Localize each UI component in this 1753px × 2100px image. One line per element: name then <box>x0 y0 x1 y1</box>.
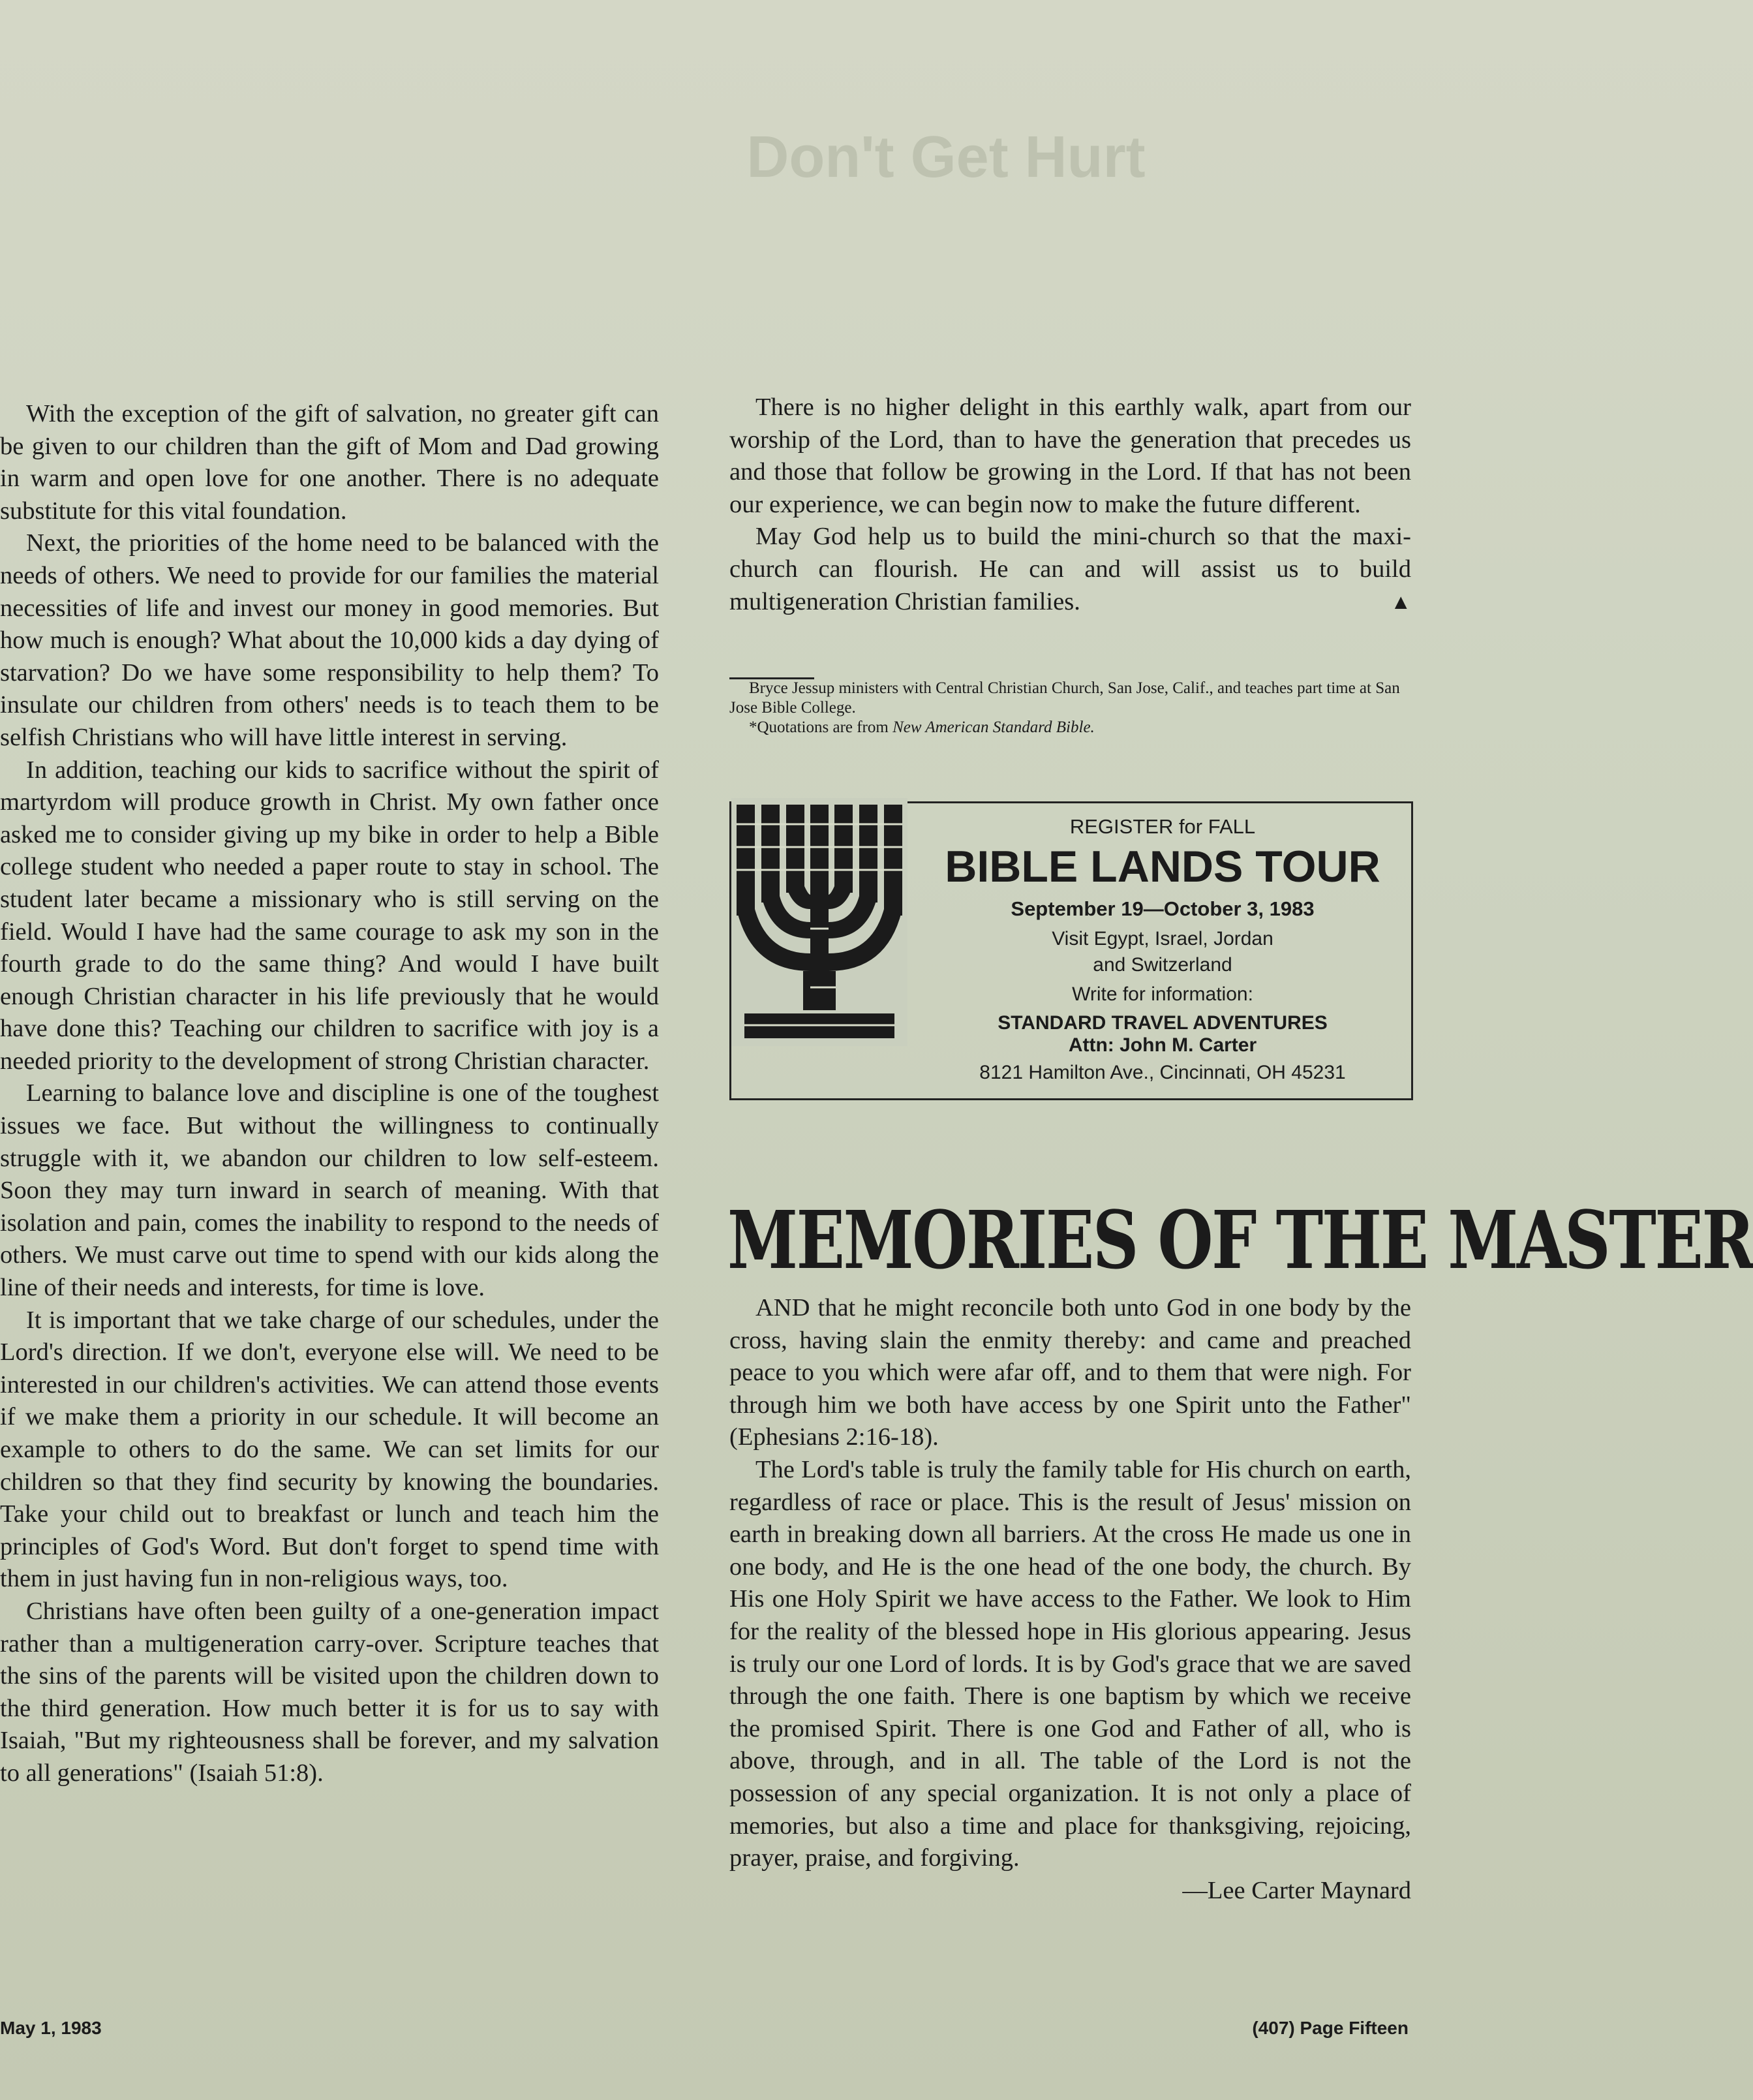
ad-title: BIBLE LANDS TOUR <box>945 842 1380 891</box>
ad-destinations-line1: Visit Egypt, Israel, Jordan <box>1052 928 1273 950</box>
quotation-note <box>729 718 1411 737</box>
scripture-paragraph: AND that he might reconcile both unto God in one body by the cross, having slain the enmity thereby: and came and preached peace to you which were afar off, and to them that were nigh. For through him we both have access by one Spirit unto the Father" (Ephesians 2:16-18). <box>729 1294 1411 1451</box>
right-article-conclusion <box>729 392 1411 618</box>
ad-register: REGISTER for FALL <box>1069 815 1256 838</box>
page-number: (407) Page Fifteen <box>1252 2018 1409 2038</box>
menorah-icon <box>731 798 907 1046</box>
paragraph <box>729 521 1411 618</box>
paragraph: The Lord's table is truly the family table for His church on earth, regardless of race or place. This is the result of Jesus' mission on earth in breaking down all barriers. At the cross He made us one in one body, and He is the one head of the one body, the church. By His one Holy Spirit we have access to the Father. We look to Him for the reality of the blessed hope in His glorious appearing. Jesus is truly our one Lord of lords. It is by God's grace that we are saved through the one faith. There is one baptism by which we receive the promised Spirit. There is one God and Father of all, who is above, through, and in all. The table of the Lord is not the possession of any special organization. It is not only a place of memories, but also a time and place for thanksgiving, rejoicing, prayer, praise, and forgiving. <box>729 1455 1411 1872</box>
ad-destinations <box>914 926 1411 978</box>
paragraph: Next, the priorities of the home need to be balanced with the needs of others. We need to provide for our families the material necessities of life and invest our money in good memories. But how much is enough? What about the 10,000 kids a day dying of starvation? Do we have some responsibility to help them? To insulate our children from others' needs is to teach them to be selfish Christians who will have little interest in serving. <box>0 529 659 751</box>
paragraph: Learning to balance love and discipline is one of the toughest issues we face. But without the willingness to continually struggle with it, we abandon our children to low self-esteem. Soon they may turn inward in search of meaning. With that isolation and pain, comes the inability to respond to the needs of others. We must carve out time to spend with our kids along the line of their needs and interests, for time is love. <box>0 1079 659 1302</box>
left-article-column <box>0 398 659 1790</box>
author-footnote <box>729 679 1411 737</box>
ad-destinations-line2: and Switzerland <box>1093 954 1232 976</box>
paragraph: Christians have often been guilty of a one-generation impact rather than a multigeneration carry-over. Scripture teaches that the sins of the parents will be visited upon the children down to the third generation. How much better it is for us to say with Isaiah, "But my righteousness shall be forever, and my salvation to all generations" (Isaiah 51:8). <box>0 1597 659 1787</box>
ad-dates: September 19—October 3, 1983 <box>1011 897 1315 920</box>
memories-column <box>729 1292 1411 1907</box>
paragraph: It is important that we take charge of our schedules, under the Lord's direction. If we don't, everyone else will. We need to be interested in our children's activities. We can attend those events if we make them a priority in our schedule. It will become an example to others to do the same. We can set limits for our children so that they find security by knowing the boundaries. Take your child out to breakfast or lunch and teach him the principles of God's Word. But don't forget to spend time with them in just having fun in non-religious ways, too. <box>0 1306 659 1593</box>
footer-date: May 1, 1983 <box>0 2018 102 2038</box>
ad-address: 8121 Hamilton Ave., Cincinnati, OH 45231 <box>979 1062 1346 1083</box>
paragraph: With the exception of the gift of salvation, no greater gift can be given to our children than the gift of Mom and Dad growing in warm and open love for one another. There is no adequate substitute for this vital foundation. <box>0 400 659 525</box>
end-of-article-triangle-icon: ▲ <box>1390 589 1411 613</box>
memories-headline: MEMORIES OF THE MASTER <box>727 1193 1753 1287</box>
ad-attn: Attn: John M. Carter <box>1068 1034 1257 1056</box>
ad-write: Write for information: <box>1072 983 1253 1005</box>
faded-background-heading: Don't Get Hurt <box>746 125 1146 190</box>
quotation-note-prefix: *Quotations are from <box>749 718 889 736</box>
author-bio: Bryce Jessup ministers with Central Christian Church, San Jose, Calif., and teaches part time at San Jose Bible College. <box>729 679 1400 717</box>
bible-lands-tour-ad <box>729 801 1413 1100</box>
quotation-source: New American Standard Bible. <box>892 718 1095 736</box>
paragraph-text: May God help us to build the mini-church so that the maxi-church can flourish. He can and will assist us to build multigeneration Christian families. <box>729 523 1411 615</box>
paragraph: There is no higher delight in this earthly walk, apart from our worship of the Lord, than to have the generation that precedes us and those that follow be growing in the Lord. If that has not been our experience, we can begin now to make the future different. <box>729 394 1411 518</box>
paragraph: In addition, teaching our kids to sacrifice without the spirit of martyrdom will produce growth in Christ. My own father once asked me to consider giving up my bike in order to help a Bible college student who needed a paper route to stay in school. The student later became a missionary who is still serving on the field. Would I have had the same courage to ask my son in the fourth grade to do the same thing? And would I have built enough Christian character in his life previously that he would have done this? Teaching our children to sacrifice with joy is a needed priority to the development of strong Christian character. <box>0 756 659 1075</box>
ad-text <box>914 803 1411 1084</box>
author-signoff: —Lee Carter Maynard <box>1182 1876 1411 1904</box>
ad-company: STANDARD TRAVEL ADVENTURES <box>998 1012 1328 1034</box>
